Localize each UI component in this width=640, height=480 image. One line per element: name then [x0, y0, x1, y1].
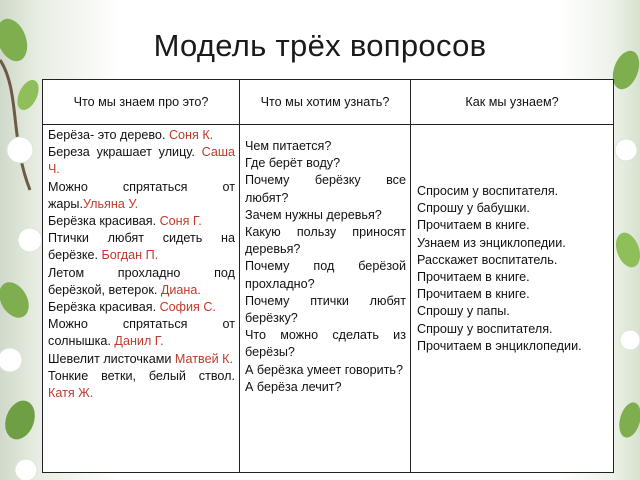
list-item: Прочитаем в книге.: [417, 287, 530, 302]
statement-text: Летом прохладно под берёзкой, ветерок.: [48, 265, 235, 297]
child-name: Матвей К.: [174, 351, 233, 366]
statement-text: Береза украшает улицу.: [48, 145, 202, 160]
child-name: София С.: [159, 300, 216, 315]
list-item: [48, 351, 235, 368]
methods-cell: [411, 125, 614, 473]
statement-text: Можно спрятаться от жары.: [48, 179, 235, 211]
statement-text: Берёзка красивая.: [48, 300, 160, 315]
list-item: Спрошу у воспитателя.: [417, 321, 553, 336]
list-item: Зачем нужны деревья?: [245, 207, 382, 222]
list-item: Спросим у воспитателя.: [417, 184, 559, 198]
statement-text: Берёза- это дерево.: [48, 128, 169, 142]
known-cell: [43, 125, 240, 473]
list-item: Почему берёзку все любят?: [245, 173, 406, 205]
content-row: [43, 125, 614, 473]
list-item: А берёзка умеет говорить?: [245, 362, 403, 377]
child-name: Соня Г.: [159, 214, 202, 229]
list-item: [48, 299, 235, 316]
list-item: Чем питается?: [245, 139, 332, 153]
child-name: Данил Г.: [114, 334, 164, 349]
methods-list: [411, 125, 613, 355]
list-item: Какую пользу приносят деревья?: [245, 225, 406, 257]
child-name: Катя Ж.: [48, 386, 94, 401]
statement-text: Берёзка красивая.: [48, 214, 160, 229]
child-name: Соня К.: [168, 128, 214, 142]
known-list: [43, 125, 239, 402]
list-item: [48, 230, 235, 264]
page-title: Модель трёх вопросов: [153, 28, 487, 63]
list-item: [48, 316, 235, 350]
questions-list: [240, 125, 410, 396]
list-item: Расскажет воспитатель.: [417, 252, 558, 267]
list-item: [48, 265, 235, 299]
list-item: [48, 144, 235, 178]
statement-text: Можно спрятаться от солнышка.: [48, 317, 235, 349]
header-want: Что мы хотим узнать?: [240, 80, 411, 125]
list-item: Прочитаем в книге.: [417, 270, 530, 285]
list-item: А берёза лечит?: [245, 379, 342, 394]
child-name: Ульяна У.: [82, 196, 139, 211]
questions-cell: [240, 125, 411, 473]
statement-text: Птички любят сидеть на берёзке.: [48, 231, 235, 263]
list-item: [48, 179, 235, 213]
list-item: Где берёт воду?: [245, 156, 341, 171]
list-item: Прочитаем в книге.: [417, 218, 530, 233]
header-known: Что мы знаем про это?: [43, 80, 240, 125]
list-item: [48, 127, 235, 144]
header-row: [43, 80, 614, 125]
list-item: Что можно сделать из берёзы?: [245, 328, 406, 360]
child-name: Саша Ч.: [48, 145, 235, 177]
header-how: Как мы узнаем?: [411, 80, 614, 125]
list-item: Спрошу у бабушки.: [417, 201, 530, 216]
child-name: Богдан П.: [101, 248, 159, 263]
list-item: Прочитаем в энциклопедии.: [417, 338, 582, 353]
statement-text: Шевелит листочками: [48, 351, 175, 366]
list-item: Спрошу у папы.: [417, 304, 510, 319]
list-item: Почему под берёзой прохладно?: [245, 259, 406, 291]
list-item: [48, 213, 235, 230]
child-name: Диана.: [160, 282, 201, 297]
three-questions-table: [42, 79, 614, 473]
list-item: Узнаем из энциклопедии.: [417, 235, 566, 250]
left-branch-icon: [0, 15, 43, 480]
list-item: Почему птички любят берёзку?: [245, 293, 406, 326]
list-item: [48, 368, 235, 402]
statement-text: Тонкие ветки, белый ствол.: [48, 368, 235, 383]
